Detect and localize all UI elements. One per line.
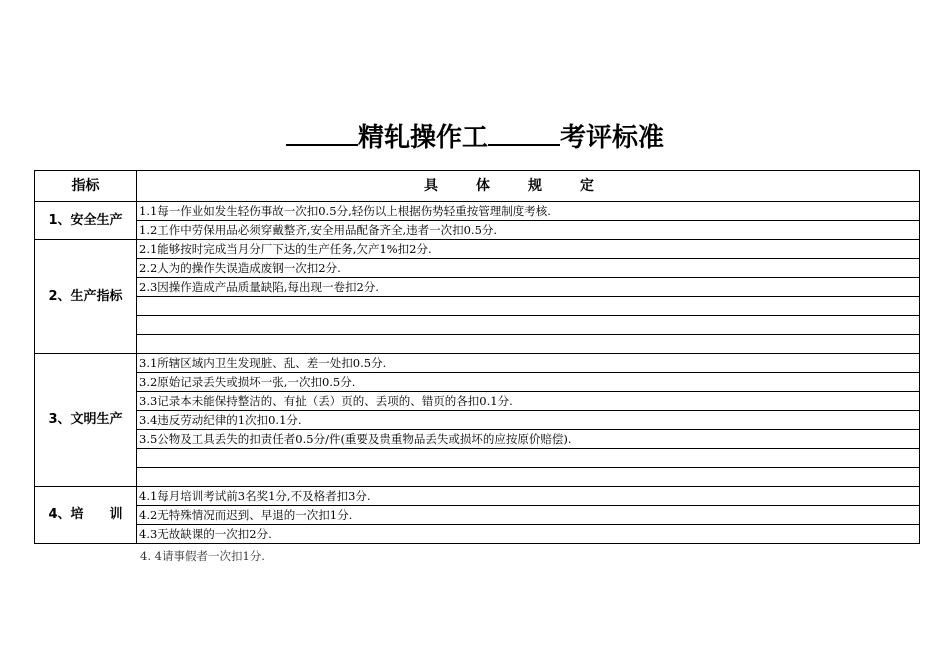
- table-row: [35, 487, 920, 506]
- table-row: [35, 506, 920, 525]
- table-header-row: [35, 171, 920, 202]
- header-indicator: 指标: [35, 171, 137, 202]
- rule-cell: 3.4违反劳动纪律的1次扣0.1分.: [137, 411, 920, 430]
- title-blank-line-left: [286, 136, 358, 146]
- table-row: [35, 354, 920, 373]
- rule-cell: [137, 335, 920, 354]
- rule-cell: 4.3无故缺课的一次扣2分.: [137, 525, 920, 544]
- table-row: [35, 525, 920, 544]
- table-row: [35, 373, 920, 392]
- rule-cell: 2.1能够按时完成当月分厂下达的生产任务,欠产1%扣2分.: [137, 240, 920, 259]
- category-cell: 3、文明生产: [35, 354, 137, 487]
- table-row: [35, 297, 920, 316]
- title-main: 精轧操作工: [357, 123, 488, 153]
- evaluation-table: [34, 170, 920, 544]
- rule-cell: [137, 468, 920, 487]
- table-row: [35, 202, 920, 221]
- extra-note: 4. 4请事假者一次扣1分.: [140, 549, 265, 563]
- category-cell: 4、培 训: [35, 487, 137, 544]
- table-row: [35, 316, 920, 335]
- table-row: [35, 278, 920, 297]
- table-row: [35, 468, 920, 487]
- table-row: [35, 221, 920, 240]
- rule-cell: [137, 297, 920, 316]
- table-row: [35, 392, 920, 411]
- table-row: [35, 449, 920, 468]
- category-cell: 2、生产指标: [35, 240, 137, 354]
- rule-cell: 4.2无特殊情况而迟到、早退的一次扣1分.: [137, 506, 920, 525]
- rule-cell: [137, 449, 920, 468]
- rule-cell: 3.1所辖区域内卫生发现脏、乱、差一处扣0.5分.: [137, 354, 920, 373]
- rule-cell: 3.5公物及工具丢失的扣责任者0.5分/件(重要及贵重物品丢失或损坏的应按原价赔偿).: [137, 430, 920, 449]
- rule-cell: 4.1每月培训考试前3名奖1分,不及格者扣3分.: [137, 487, 920, 506]
- rule-cell: 2.2人为的操作失误造成废钢一次扣2分.: [137, 259, 920, 278]
- table-row: [35, 240, 920, 259]
- header-rules: 具体规定: [137, 171, 920, 202]
- table-row: [35, 259, 920, 278]
- rule-cell: 3.3记录本未能保持整洁的、有扯（丢）页的、丢项的、错页的各扣0.1分.: [137, 392, 920, 411]
- rule-cell: 1.1每一作业如发生轻伤事故一次扣0.5分,轻伤以上根据伤势轻重按管理制度考核.: [137, 202, 920, 221]
- rule-cell: [137, 316, 920, 335]
- title-blank-line-right: [488, 136, 560, 146]
- rule-cell: 3.2原始记录丢失或损坏一张,一次扣0.5分.: [137, 373, 920, 392]
- title-suffix: 考评标准: [560, 123, 665, 153]
- table-row: [35, 430, 920, 449]
- rule-cell: 2.3因操作造成产品质量缺陷,每出现一卷扣2分.: [137, 278, 920, 297]
- table-row: [35, 335, 920, 354]
- table-row: [35, 411, 920, 430]
- document-title: [0, 118, 950, 158]
- category-cell: 1、安全生产: [35, 202, 137, 240]
- rule-cell: 1.2工作中劳保用品必须穿戴整齐,安全用品配备齐全,违者一次扣0.5分.: [137, 221, 920, 240]
